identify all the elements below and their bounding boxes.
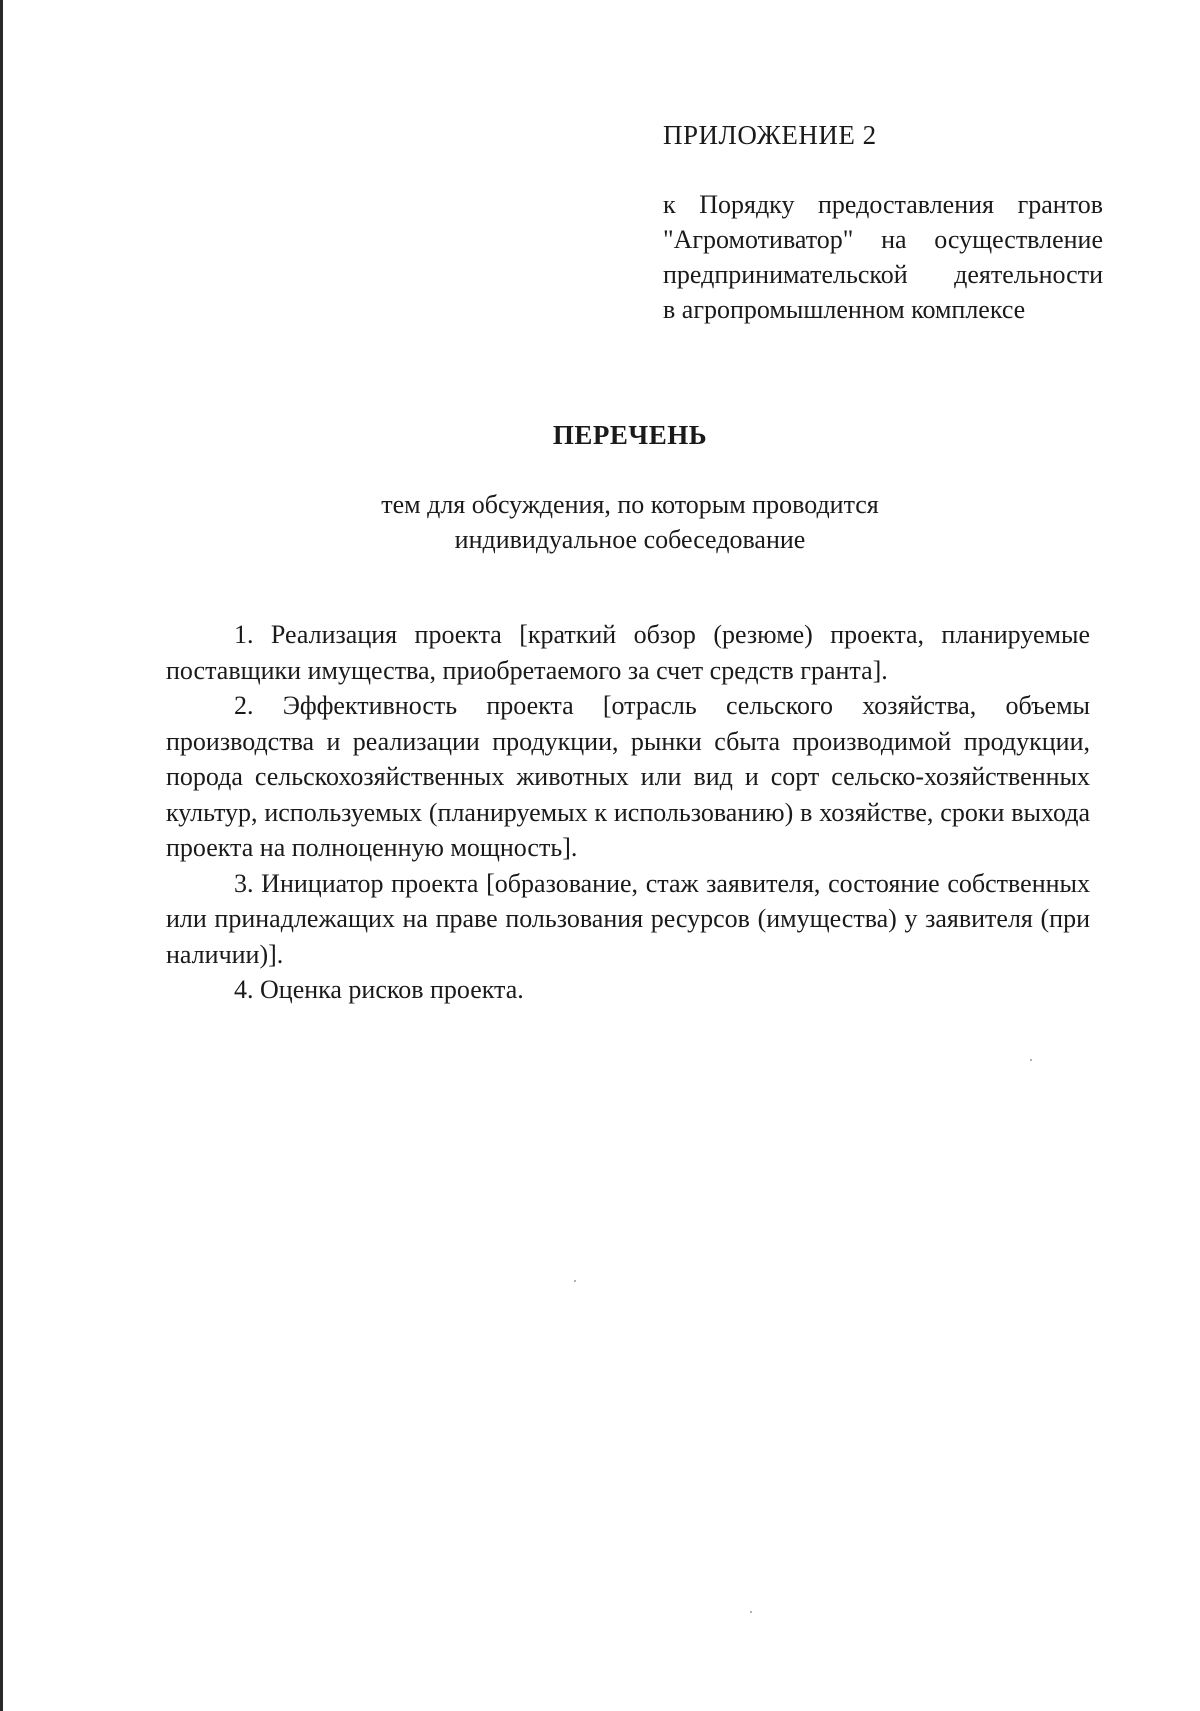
- scan-page-edge: [0, 0, 3, 1711]
- document-subtitle-line: индивидуальное собеседование: [454, 525, 806, 554]
- annex-reference-line: к Порядку предоставления грантов: [663, 190, 1103, 219]
- annex-reference-line: в агропромышленном комплексе: [663, 295, 1026, 324]
- document-subtitle-line: тем для обсуждения, по которым проводится: [381, 490, 879, 519]
- topic-item: 2. Эффективность проекта [отрасль сельского хозяйства, объемы производства и реализации продукции, рынки сбыта производимой продукции, порода сельскохозяйственных животных или вид и сорт сельско-хозяйственных культур, используемых (планируемых к использованию) в хозяйстве, сроки выхода проекта на полноценную мощность].: [166, 691, 1090, 862]
- document-subtitle: [0, 487, 1200, 557]
- annex-title: ПРИЛОЖЕНИЕ 2: [663, 120, 877, 150]
- topic-item: 3. Инициатор проекта [образование, стаж заявителя, состояние собственных или принадлежащих на праве пользования ресурсов (имущества) у заявителя (при наличии)].: [166, 868, 1090, 969]
- scan-speck: [574, 1280, 576, 1282]
- scan-speck: [1030, 1059, 1032, 1061]
- annex-reference-line: предпринимательской деятельности: [663, 260, 1103, 289]
- topic-item: 1. Реализация проекта [краткий обзор (резюме) проекта, планируемые поставщики имущества, приобретаемого за счет средств гранта].: [166, 620, 1090, 685]
- annex-block: [663, 118, 1103, 327]
- annex-reference: [663, 187, 1103, 327]
- document-title: ПЕРЕЧЕНЬ: [552, 420, 708, 450]
- scan-speck: [750, 1611, 752, 1613]
- topics-list: [166, 617, 1090, 1008]
- annex-reference-line: "Агромотиватор" на осуществление: [663, 225, 1103, 254]
- topic-item: 4. Оценка рисков проекта.: [234, 975, 524, 1004]
